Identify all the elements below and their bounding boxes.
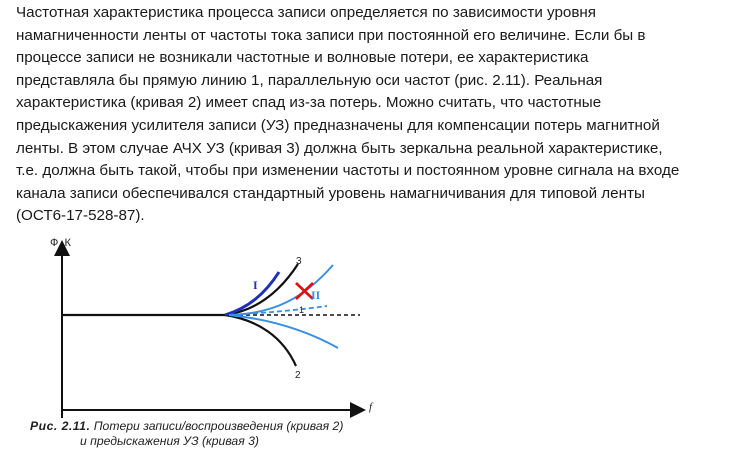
paragraph-line: (ОСТ6-17-528-87).	[16, 207, 145, 225]
caption-label: Рис. 2.11.	[30, 419, 91, 433]
paragraph-line: предыскажения усилителя записи (УЗ) предназначены для компенсации потерь магнитной	[16, 116, 660, 134]
curve-3	[225, 264, 298, 315]
x-axis-label: f	[369, 401, 373, 413]
annotation-II-label: II	[311, 288, 321, 302]
paragraph-line: т.е. должна быть такой, чтобы при изменении частоты и постоянном уровне сигнала на входе	[16, 162, 680, 180]
paragraph-line: Частотная характеристика процесса записи определяется по зависимости уровня	[16, 4, 597, 21]
curve-3-label: 3	[296, 256, 302, 267]
article-paragraph	[16, 2, 728, 228]
caption-line-2: и предыскажения УЗ (кривая 3)	[80, 434, 259, 448]
curve-2	[225, 315, 296, 366]
annotation-I-label: I	[253, 278, 258, 292]
paragraph-line: процессе записи не возникали частотные и волновые потери, ее характеристика	[16, 49, 589, 67]
figure-caption	[30, 419, 343, 449]
paragraph-line: характеристика (кривая 2) имеет спад из-за потерь. Можно считать, что частотные	[16, 94, 602, 112]
figure-2-11	[0, 232, 740, 472]
paragraph-line: представляла бы прямую линию 1, параллельную оси частот (рис. 2.11). Реальная	[16, 71, 603, 89]
caption-line-1: Потери записи/воспроизведения (кривая 2)	[93, 419, 344, 433]
curve-1-label: 1	[299, 305, 305, 315]
y-axis-label: Ф, К	[50, 237, 71, 249]
paragraph-line: ленты. В этом случае АЧХ УЗ (кривая 3) должна быть зеркальна реальной характеристике,	[16, 139, 663, 157]
paragraph-line: намагниченности ленты от частоты тока записи при постоянной его величине. Если бы в	[16, 26, 646, 44]
curve-2-label: 2	[295, 370, 301, 381]
paragraph-line: канала записи обеспечивался стандартный уровень намагничивания для типовой ленты	[16, 184, 645, 202]
